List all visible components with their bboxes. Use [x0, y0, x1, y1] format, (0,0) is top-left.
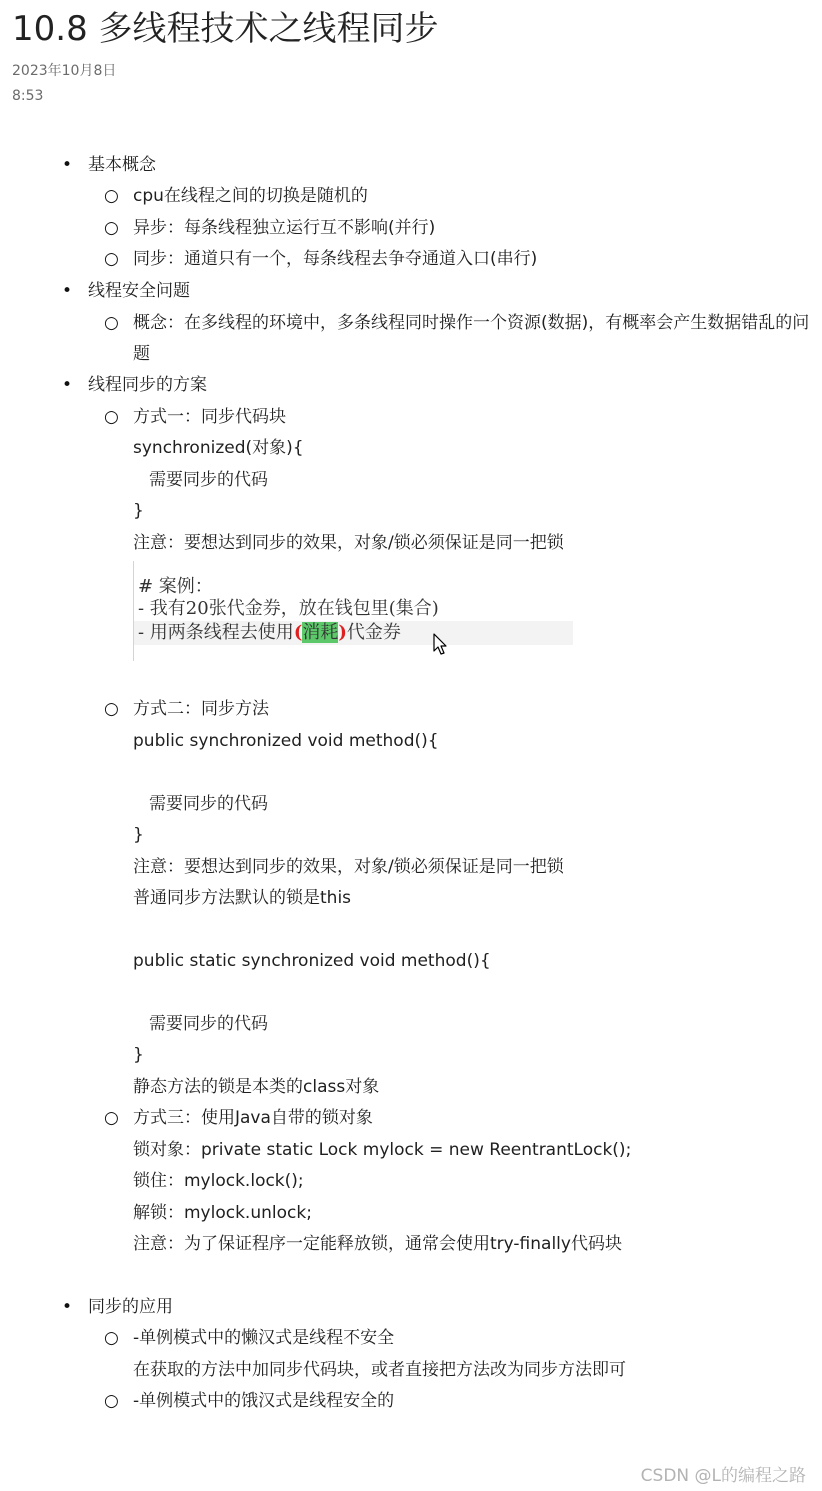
text-line: 静态方法的锁是本类的class对象	[133, 1077, 380, 1097]
text-line: 锁住：mylock.lock();	[133, 1171, 304, 1191]
text-line: 注意：要想达到同步的效果，对象/锁必须保证是同一把锁	[133, 533, 564, 553]
section-heading-sync-applications: 同步的应用	[88, 1297, 173, 1317]
way3-label: 方式三：使用Java自带的锁对象	[133, 1108, 373, 1128]
code-line: # 案例：	[138, 576, 213, 597]
code-line: - 我有20张代金券，放在钱包里(集合)	[138, 598, 439, 619]
section-heading-basic-concepts: 基本概念	[88, 155, 156, 175]
page-title: 10.8 多线程技术之线程同步	[12, 9, 439, 49]
green-highlight: 消耗	[302, 622, 339, 643]
section-heading-thread-safety: 线程安全问题	[88, 281, 190, 301]
way2-label: 方式二：同步方法	[133, 699, 269, 719]
list-item: -单例模式中的懒汉式是线程不安全	[133, 1328, 395, 1348]
list-item: 概念：在多线程的环境中，多条线程同时操作一个资源(数据)，有概率会产生数据错乱的问题	[133, 313, 810, 364]
text-line: 需要同步的代码	[149, 470, 268, 490]
text-line: synchronized(对象){	[133, 438, 304, 458]
code-block	[133, 561, 577, 661]
way1-label: 方式一：同步代码块	[133, 407, 286, 427]
list-item: cpu在线程之间的切换是随机的	[133, 186, 368, 206]
list-item: 异步：每条线程独立运行互不影响(并行)	[133, 218, 436, 238]
text-line: }	[133, 501, 144, 521]
bullet-disc: •	[62, 281, 73, 301]
mouse-cursor-icon	[433, 633, 449, 657]
text-line: 在获取的方法中加同步代码块，或者直接把方法改为同步方法即可	[133, 1360, 626, 1380]
bullet-circle: ○	[104, 249, 119, 269]
code-text: - 用两条线程去使用	[138, 622, 294, 643]
red-paren: (	[293, 622, 303, 643]
code-text: 代金券	[346, 622, 401, 643]
text-line: public synchronized void method(){	[133, 731, 439, 751]
text-line: 需要同步的代码	[149, 794, 268, 814]
bullet-disc: •	[62, 375, 73, 395]
text-line: }	[133, 1045, 144, 1065]
text-line: 注意：为了保证程序一定能释放锁，通常会使用try-finally代码块	[133, 1234, 622, 1254]
list-item: -单例模式中的饿汉式是线程安全的	[133, 1391, 395, 1411]
text-line: 普通同步方法默认的锁是this	[133, 888, 352, 908]
text-line: 锁对象：private static Lock mylock = new ReentrantLock();	[133, 1140, 632, 1160]
bullet-circle: ○	[104, 1328, 119, 1348]
bullet-circle: ○	[104, 407, 119, 427]
red-paren: )	[338, 622, 347, 643]
code-line-highlighted	[134, 621, 573, 645]
text-line: 注意：要想达到同步的效果，对象/锁必须保证是同一把锁	[133, 857, 564, 877]
bullet-disc: •	[62, 1297, 73, 1317]
bullet-circle: ○	[104, 1391, 119, 1411]
bullet-circle: ○	[104, 313, 119, 333]
text-line: 需要同步的代码	[149, 1014, 268, 1034]
text-line: }	[133, 825, 144, 845]
bullet-disc: •	[62, 155, 73, 175]
bullet-circle: ○	[104, 186, 119, 206]
bullet-circle: ○	[104, 1108, 119, 1128]
text-line: public static synchronized void method(){	[133, 951, 491, 971]
page-time: 8:53	[12, 88, 44, 104]
list-item: 同步：通道只有一个，每条线程去争夺通道入口(串行)	[133, 249, 538, 269]
text-line: 解锁：mylock.unlock;	[133, 1203, 312, 1223]
page-date: 2023年10月8日	[12, 63, 117, 79]
watermark: CSDN @L的编程之路	[640, 1466, 806, 1486]
section-heading-sync-solutions: 线程同步的方案	[88, 375, 207, 395]
bullet-circle: ○	[104, 218, 119, 238]
bullet-circle: ○	[104, 699, 119, 719]
